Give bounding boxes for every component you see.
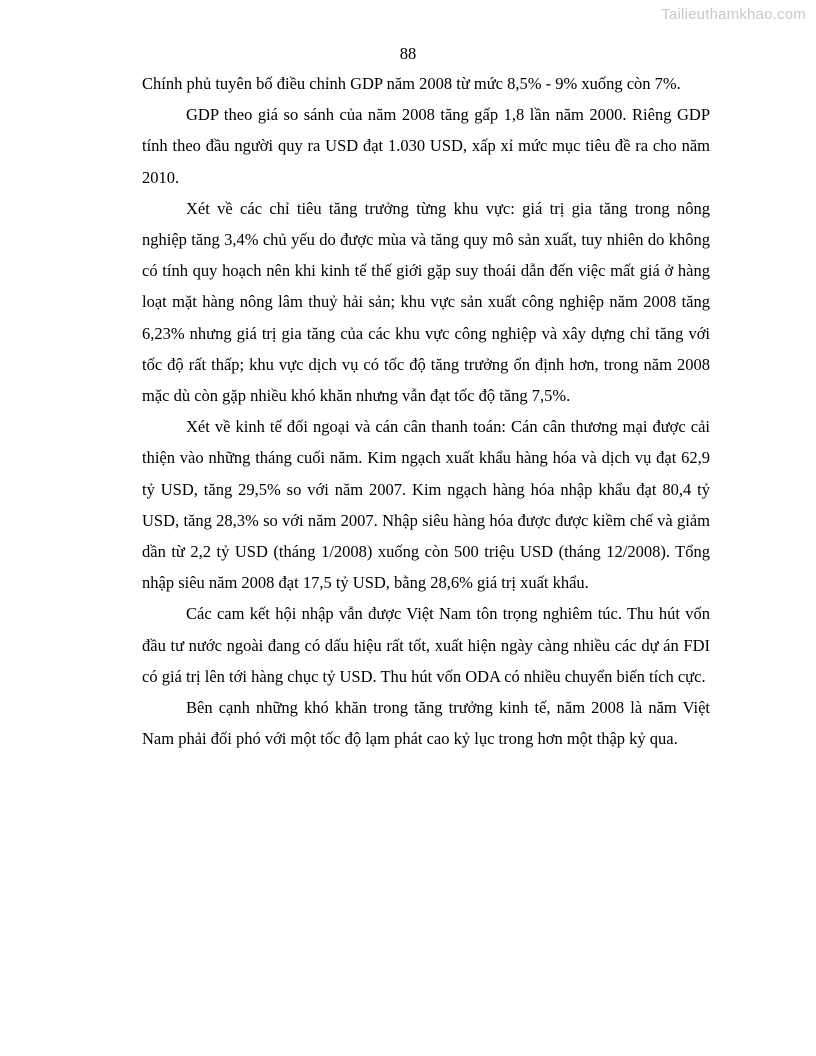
paragraph-integration-investment: Các cam kết hội nhập vẫn được Việt Nam tôn trọng nghiêm túc. Thu hút vốn đầu tư nước ngoài đang có dấu hiệu rất tốt, xuất hiện ngày càng nhiều các dự án FDI có giá trị lên tới hàng chục tỷ USD. Thu hút vốn ODA có nhiều chuyển biến tích cực. bbox=[142, 604, 710, 686]
paragraph-gdp-adjustment: Chính phủ tuyên bố điều chỉnh GDP năm 2008 từ mức 8,5% - 9% xuống còn 7%. bbox=[142, 74, 681, 93]
paragraph-inflation: Bên cạnh những khó khăn trong tăng trưởng kinh tế, năm 2008 là năm Việt Nam phải đối phó với một tốc độ lạm phát cao kỷ lục trong hơn một thập kỷ qua. bbox=[142, 698, 710, 749]
page-number: 88 bbox=[399, 44, 417, 63]
paragraph-foreign-trade: Xét về kinh tế đối ngoại và cán cân thanh toán: Cán cân thương mại được cải thiện vào những tháng cuối năm. Kim ngạch xuất khẩu hàng hóa và dịch vụ đạt 62,9 tỷ USD, tăng 29,5% so với năm 2007. Kim ngạch hàng hóa nhập khẩu đạt 80,4 tỷ USD, tăng 28,3% so với năm 2007. Nhập siêu hàng hóa được được kiềm chế và giảm dần từ 2,2 tỷ USD (tháng 1/2008) xuống còn 500 triệu USD (tháng 12/2008). Tổng nhập siêu năm 2008 đạt 17,5 tỷ USD, bằng 28,6% giá trị xuất khẩu. bbox=[142, 417, 710, 593]
watermark: Tailieuthamkhao.com bbox=[661, 6, 806, 23]
document-body bbox=[142, 68, 710, 754]
paragraph-sector-growth: Xét về các chỉ tiêu tăng trưởng từng khu vực: giá trị gia tăng trong nông nghiệp tăng 3,4% chủ yếu do được mùa và tăng quy mô sản xuất, tuy nhiên do không có tính quy hoạch nên khi kinh tế thế giới gặp suy thoái dẫn đến việc mất giá ở hàng loạt mặt hàng nông lâm thuỷ hải sản; khu vực sản xuất công nghiệp năm 2008 tăng 6,23% nhưng giá trị gia tăng của các khu vực công nghiệp và xây dựng chỉ tăng với tốc độ rất thấp; khu vực dịch vụ có tốc độ tăng trưởng ổn định hơn, trong năm 2008 mặc dù còn gặp nhiều khó khăn nhưng vẫn đạt tốc độ tăng 7,5%. bbox=[142, 198, 710, 406]
paragraph-gdp-comparison: GDP theo giá so sánh của năm 2008 tăng gấp 1,8 lần năm 2000. Riêng GDP tính theo đầu người quy ra USD đạt 1.030 USD, xấp xỉ mức mục tiêu đề ra cho năm 2010. bbox=[142, 105, 710, 187]
